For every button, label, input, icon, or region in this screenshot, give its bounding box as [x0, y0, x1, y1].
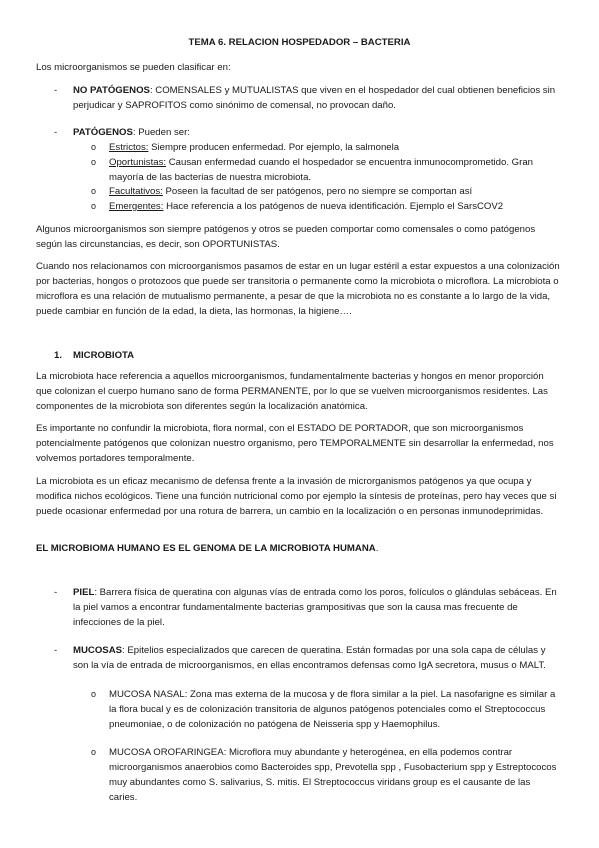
no-patogenos-label: NO PATÓGENOS	[73, 85, 150, 96]
patogenos-item	[73, 125, 563, 140]
document-title: TEMA 6. RELACION HOSPEDADOR – BACTERIA	[188, 37, 411, 48]
no-patogenos-text: : COMENSALES y MUTUALISTAS que viven en el hospedador del cual obtienen beneficios sin perjudicar y SAPROFITOS como sinónimo de comensal, no provocan daño.	[73, 85, 556, 111]
term: Facultativos:	[109, 186, 163, 197]
bullet-circle: o	[91, 689, 97, 699]
bullet-dash: -	[54, 85, 58, 96]
list-item	[109, 199, 561, 214]
oportunistas-paragraph: Algunos microorganismos son siempre patógenos y otros se pueden comportar como comensales o como patógenos según las circunstancias, es decir, son OPORTUNISTAS.	[36, 224, 536, 250]
term-text: Causan enfermedad cuando el hospedador se encuentra inmunocomprometido. Gran mayoría de las bacterias de nuestra microbiota.	[109, 157, 533, 183]
microbioma-period: .	[375, 543, 379, 554]
list-item	[109, 155, 561, 185]
microbioma-heading	[36, 541, 378, 556]
term-text: Siempre producen enfermedad. Por ejemplo, la salmonela	[148, 142, 400, 153]
colonizacion-paragraph: Cuando nos relacionamos con microorganismos pasamos de estar en un lugar estéril a estar expuestos a una colonización por bacterias, hongos o protozoos que puede ser transitoria o permanente como la microbiota o microflora. La microbiota o microflora es una relación de mutualismo permanente, a pesar de que la microbiota no es constante a lo largo de la vida, puede cambiar en función de la edad, la dieta, las hormonas, la higiene….	[36, 261, 560, 317]
microbioma-text: EL MICROBIOMA HUMANO ES EL GENOMA DE LA MICROBIOTA HUMANA	[36, 543, 376, 554]
bullet-circle: o	[91, 157, 97, 167]
bullet-circle: o	[91, 186, 97, 196]
patogenos-text: : Pueden ser:	[132, 127, 190, 138]
bullet-circle: o	[91, 142, 97, 152]
defensa-paragraph: La microbiota es un eficaz mecanismo de defensa frente a la invasión de microrganismos patógenos ya que ocupa y modifica nichos ecológicos. Tiene una función nutricional como por ejemplo la síntesis de proteínas, pero hay veces que si puede ocasionar enfermedad por una rotura de barrera, un cambio en la localización o en personas inmunodeprimidas.	[36, 476, 557, 517]
piel-text: : Barrera física de queratina con algunas vías de entrada como los poros, folículos o glándulas sebáceas. En la piel vamos a encontrar fundamentalmente bacterias grampositivas que son la causa mas frecuente de infecciones de la piel.	[73, 587, 557, 628]
patogenos-label: PATÓGENOS	[73, 127, 133, 138]
bullet-dash: -	[54, 587, 58, 598]
list-item	[109, 184, 561, 199]
section-title: MICROBIOTA	[73, 350, 135, 361]
microbiota-paragraph: La microbiota hace referencia a aquellos microorganismos, fundamentalmente bacterias y hongos en menor proporción que colonizan el cuerpo humano sano de forma PERMANENTE, por lo que se vuelven microorganismos residentes. Las componentes de la microbiota son diferentes según la localización anatómica.	[36, 371, 548, 412]
term: Oportunistas:	[109, 157, 167, 168]
mucosa-orofaringea-item: MUCOSA OROFARINGEA: Microflora muy abundante y heterogénea, en ella podemos contrar microorganismos anaerobios como Bacteroides spp, Prevotella spp , Fusobacterium spp y Estreptococos muy abundantes como S. salivarius, S. mitis. El Streptococcus viridans group es el causante de las caries.	[109, 747, 557, 803]
portador-paragraph: Es importante no confundir la microbiota, flora normal, con el ESTADO DE PORTADOR, que son microorganismos potencialmente patógenos que colonizan nuestro organismo, pero TEMPORALMENTE sin desarrollar la enfermedad, nos volvemos portadores temporalmente.	[36, 423, 554, 464]
bullet-dash: -	[54, 645, 58, 656]
term-text: Hace referencia a los patógenos de nueva identificación. Ejemplo el SarsCOV2	[163, 201, 504, 212]
list-item	[109, 140, 561, 155]
piel-item	[73, 585, 563, 630]
mucosas-label: MUCOSAS	[73, 645, 123, 656]
section-number: 1.	[54, 350, 63, 361]
mucosa-nasal-item: MUCOSA NASAL: Zona mas externa de la mucosa y de flora similar a la piel. La nasofarigne es similar a la flora bucal y es de colonización transitoria de algunos patógenos potenciales como el Streptococcus pneumoniae, o de colonización no patógena de Neisseria spp y Haemophilus.	[109, 689, 556, 730]
no-patogenos-item	[73, 83, 563, 113]
term: Emergentes:	[109, 201, 164, 212]
term: Estrictos:	[109, 142, 149, 153]
mucosas-text: : Epitelios especializados que carecen de queratina. Están formadas por una sola capa de células y son la vía de entrada de microorganismos, en ellas encontramos defensas como IgA secretora, musus o MALT.	[73, 645, 546, 671]
piel-label: PIEL	[73, 587, 95, 598]
bullet-circle: o	[91, 747, 97, 757]
bullet-circle: o	[91, 201, 97, 211]
bullet-dash: -	[54, 127, 58, 138]
mucosas-item	[73, 643, 563, 673]
intro-paragraph: Los microorganismos se pueden clasificar en:	[36, 62, 231, 73]
term-text: Poseen la facultad de ser patógenos, pero no siempre se comportan así	[162, 186, 473, 197]
